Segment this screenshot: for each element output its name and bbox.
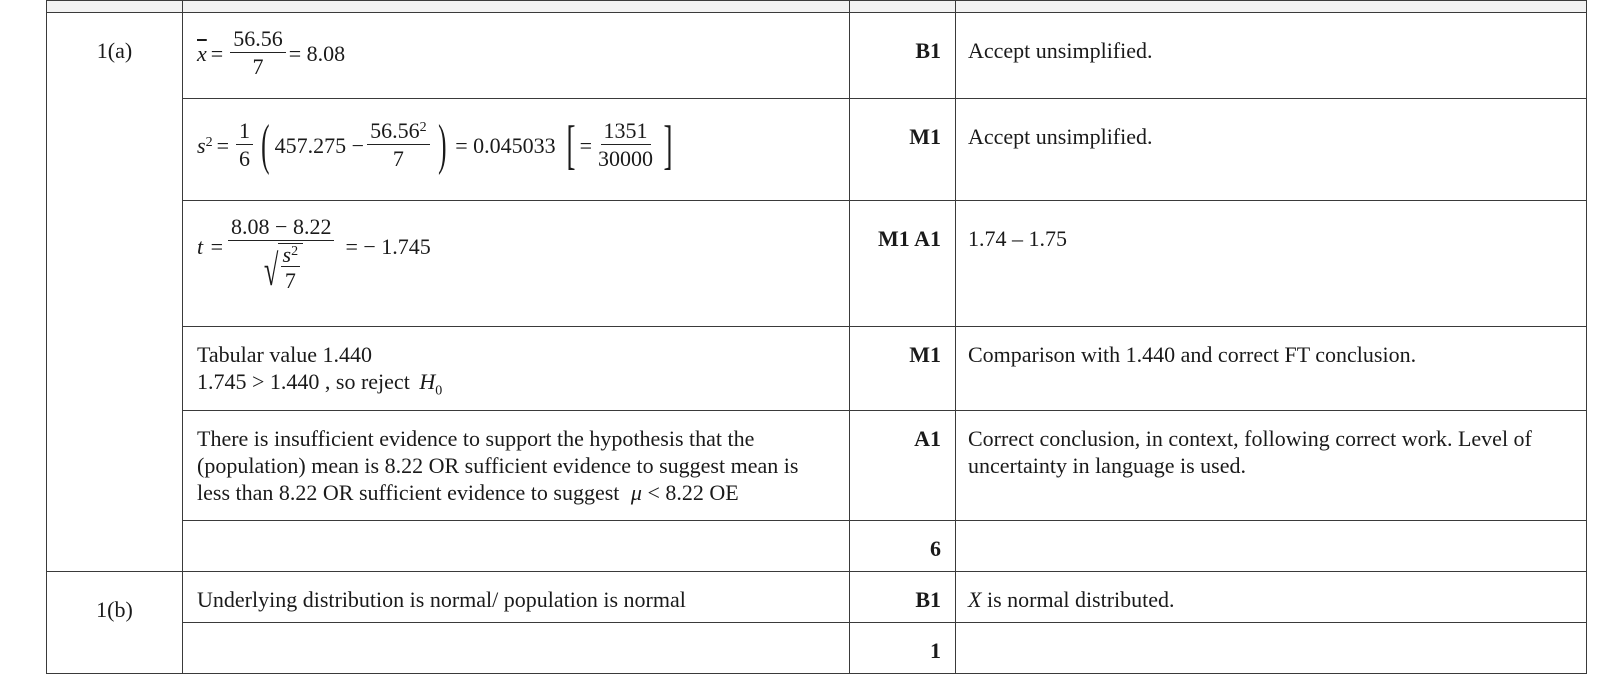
fraction <box>595 119 656 171</box>
numerator-value: 56.56 <box>370 118 420 143</box>
guidance-text: is normal distributed. <box>986 587 1175 612</box>
fraction <box>230 27 286 79</box>
guidance <box>956 572 1587 623</box>
right-paren-icon: ) <box>437 114 447 176</box>
table-row <box>47 327 1587 411</box>
numerator: 1351 <box>601 119 651 145</box>
mu-symbol: μ <box>630 480 642 505</box>
mark: M1 <box>850 99 956 201</box>
x-bar-symbol: $\overline{x}$ <box>197 40 207 66</box>
denominator: 30000 <box>598 146 654 171</box>
fraction <box>236 119 253 171</box>
left-bracket-icon: [ <box>566 115 576 175</box>
guidance: 1.74 – 1.75 <box>956 201 1587 327</box>
equals-sign: = <box>579 132 593 158</box>
mark: M1 A1 <box>850 201 956 327</box>
numerator <box>367 119 430 145</box>
radical-icon: √ <box>264 246 279 295</box>
denominator: 6 <box>238 146 250 171</box>
s-symbol: s <box>197 132 206 158</box>
answer-cell <box>183 201 850 327</box>
s-symbol: s <box>282 242 292 267</box>
result: = − 1.745 <box>345 234 431 259</box>
total-mark: 1 <box>850 623 956 674</box>
square-root <box>259 243 303 293</box>
equals-sign: = <box>216 132 229 158</box>
mark-scheme-table <box>46 0 1587 674</box>
answer-cell <box>183 99 850 201</box>
x-symbol: X <box>968 587 982 612</box>
denominator: 7 <box>252 54 264 79</box>
mark: B1 <box>850 572 956 623</box>
guidance: Accept unsimplified. <box>956 99 1587 201</box>
table-row <box>47 572 1587 623</box>
table-row <box>47 99 1587 201</box>
question-number: 1(b) <box>47 572 183 674</box>
table-row <box>47 521 1587 572</box>
left-paren-icon: ( <box>261 114 270 176</box>
denominator <box>256 241 306 293</box>
guidance: Accept unsimplified. <box>956 13 1587 99</box>
mark: M1 <box>850 327 956 411</box>
table-row <box>47 201 1587 327</box>
fraction <box>367 119 430 171</box>
tabular-value: Tabular value 1.440 <box>197 342 373 367</box>
subscript: 0 <box>435 383 443 399</box>
radicand <box>278 243 304 293</box>
question-number: 1(a) <box>47 13 183 572</box>
result: = 0.045033 <box>455 132 556 158</box>
result: = 8.08 <box>288 40 346 66</box>
variance-equation <box>197 114 677 176</box>
denominator-value: 7 <box>284 268 296 293</box>
conclusion-text: There is insufficient evidence to support the hypothesis that the (population) mean is 8.22 OR sufficient evidence to suggest mean is less than 8.22 OR sufficient evidence to suggest <box>197 426 799 505</box>
right-bracket-icon: ] <box>663 115 673 175</box>
exponent: 2 <box>419 120 427 135</box>
mark: A1 <box>850 411 956 521</box>
equals-sign: = <box>210 40 224 66</box>
mark: B1 <box>850 13 956 99</box>
denominator: 7 <box>392 146 404 171</box>
comparison-text: 1.745 > 1.440 , so reject <box>197 369 410 394</box>
h-symbol: H <box>419 369 436 394</box>
equals-sign: = <box>210 234 224 259</box>
answer-cell <box>183 13 850 99</box>
answer-cell <box>183 411 850 521</box>
exponent: 2 <box>291 244 299 259</box>
comparison-line <box>197 368 835 404</box>
guidance: Correct conclusion, in context, following correct work. Level of uncertainty in language is used. <box>956 411 1587 521</box>
numerator: 8.08 − 8.22 <box>228 215 334 241</box>
answer-cell <box>183 327 850 411</box>
t-statistic-equation <box>197 215 431 293</box>
numerator: 1 <box>236 119 253 145</box>
total-mark: 6 <box>850 521 956 572</box>
table-row <box>47 411 1587 521</box>
mean-equation <box>197 27 345 79</box>
header-strip <box>47 1 1587 13</box>
numerator: 56.56 <box>230 27 286 53</box>
answer-cell <box>183 521 850 572</box>
table-row <box>47 623 1587 674</box>
guidance <box>956 623 1587 674</box>
conclusion-tail: < 8.22 OE <box>647 480 739 505</box>
table-row <box>47 13 1587 99</box>
guidance <box>956 521 1587 572</box>
fraction <box>228 215 334 293</box>
answer-cell: Underlying distribution is normal/ population is normal <box>183 572 850 623</box>
answer-cell <box>183 623 850 674</box>
term: 457.275 − <box>274 132 365 158</box>
t-symbol: t <box>197 234 204 259</box>
exponent: 2 <box>205 134 213 150</box>
guidance: Comparison with 1.440 and correct FT conclusion. <box>956 327 1587 411</box>
